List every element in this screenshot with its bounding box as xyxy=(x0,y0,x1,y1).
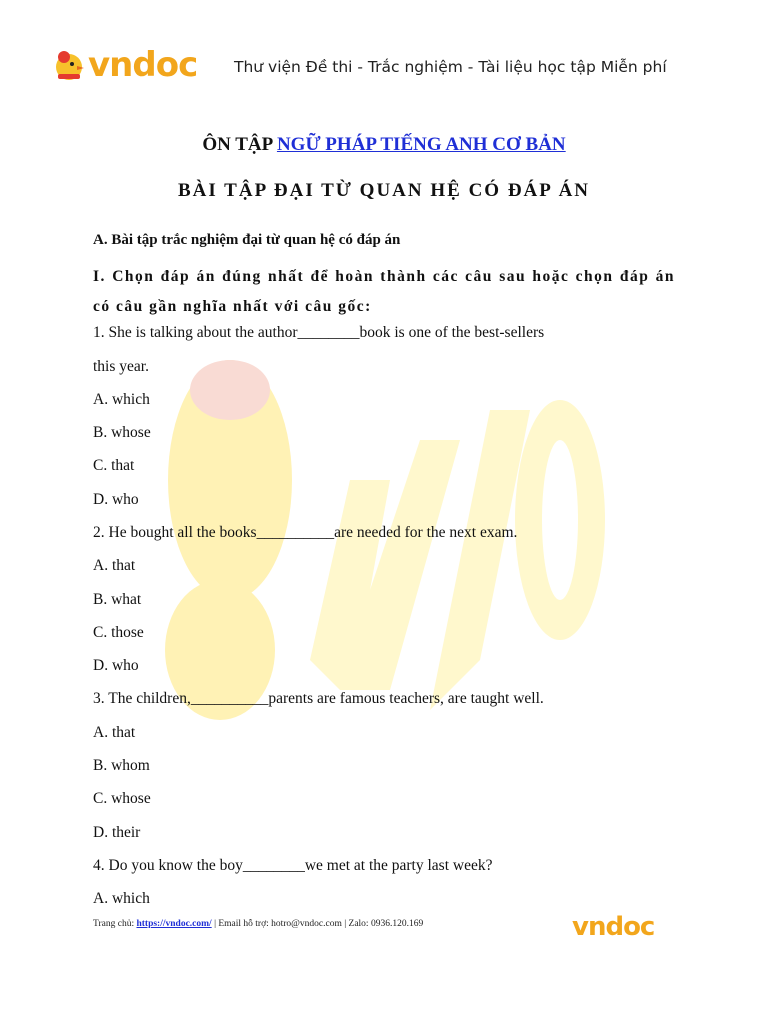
question-text: 4. Do you know the boy________we met at the party last week? xyxy=(93,857,493,874)
question-text: 3. The children,__________parents are famous teachers, are taught well. xyxy=(93,690,544,707)
question-text: 2. He bought all the books__________are needed for the next exam. xyxy=(93,524,518,541)
answer-option: B. whose xyxy=(93,424,151,441)
answer-option: D. who xyxy=(93,491,139,508)
answer-option: D. who xyxy=(93,657,139,674)
answer-option: A. which xyxy=(93,890,150,907)
question-text: 1. She is talking about the author________book is one of the best-sellers xyxy=(93,324,545,341)
answer-option: A. that xyxy=(93,557,136,574)
question-text: this year. xyxy=(93,358,149,375)
footer-home-link[interactable]: https://vndoc.com/ xyxy=(136,919,212,929)
page-title xyxy=(0,134,768,156)
grammar-link[interactable]: NGỮ PHÁP TIẾNG ANH CƠ BẢN xyxy=(276,134,566,155)
vndoc-logo[interactable] xyxy=(52,45,198,85)
site-tagline: Thư viện Đề thi - Trắc nghiệm - Tài liệu học tập Miễn phí xyxy=(234,58,667,76)
answer-option: B. what xyxy=(93,591,142,608)
answer-option: B. whom xyxy=(93,757,150,774)
answer-option: C. those xyxy=(93,624,144,641)
footer-logo: vndoc xyxy=(572,912,655,942)
answer-option: A. which xyxy=(93,391,150,408)
section-heading: A. Bài tập trắc nghiệm đại từ quan hệ có đáp án xyxy=(93,232,401,248)
title-prefix: ÔN TẬP xyxy=(202,134,277,155)
instruction-text: I. Chọn đáp án đúng nhất để hoàn thành các câu sau hoặc chọn đáp án có câu gần nghĩa nhất với câu gốc: xyxy=(93,268,675,315)
answer-option: C. whose xyxy=(93,790,151,807)
page-header xyxy=(0,0,768,120)
footer-home-label: Trang chủ: xyxy=(93,919,137,929)
page-subtitle: BÀI TẬP ĐẠI TỪ QUAN HỆ CÓ ĐÁP ÁN xyxy=(177,180,591,201)
footer-contact: | Email hỗ trợ: hotro@vndoc.com | Zalo: 0936.120.169 xyxy=(211,919,424,929)
page-footer xyxy=(93,919,423,929)
answer-option: C. that xyxy=(93,457,135,474)
chick-mascot-icon xyxy=(52,48,86,82)
answer-option: D. their xyxy=(93,824,141,841)
answer-option: A. that xyxy=(93,724,136,741)
logo-wordmark: vndoc xyxy=(88,45,198,85)
